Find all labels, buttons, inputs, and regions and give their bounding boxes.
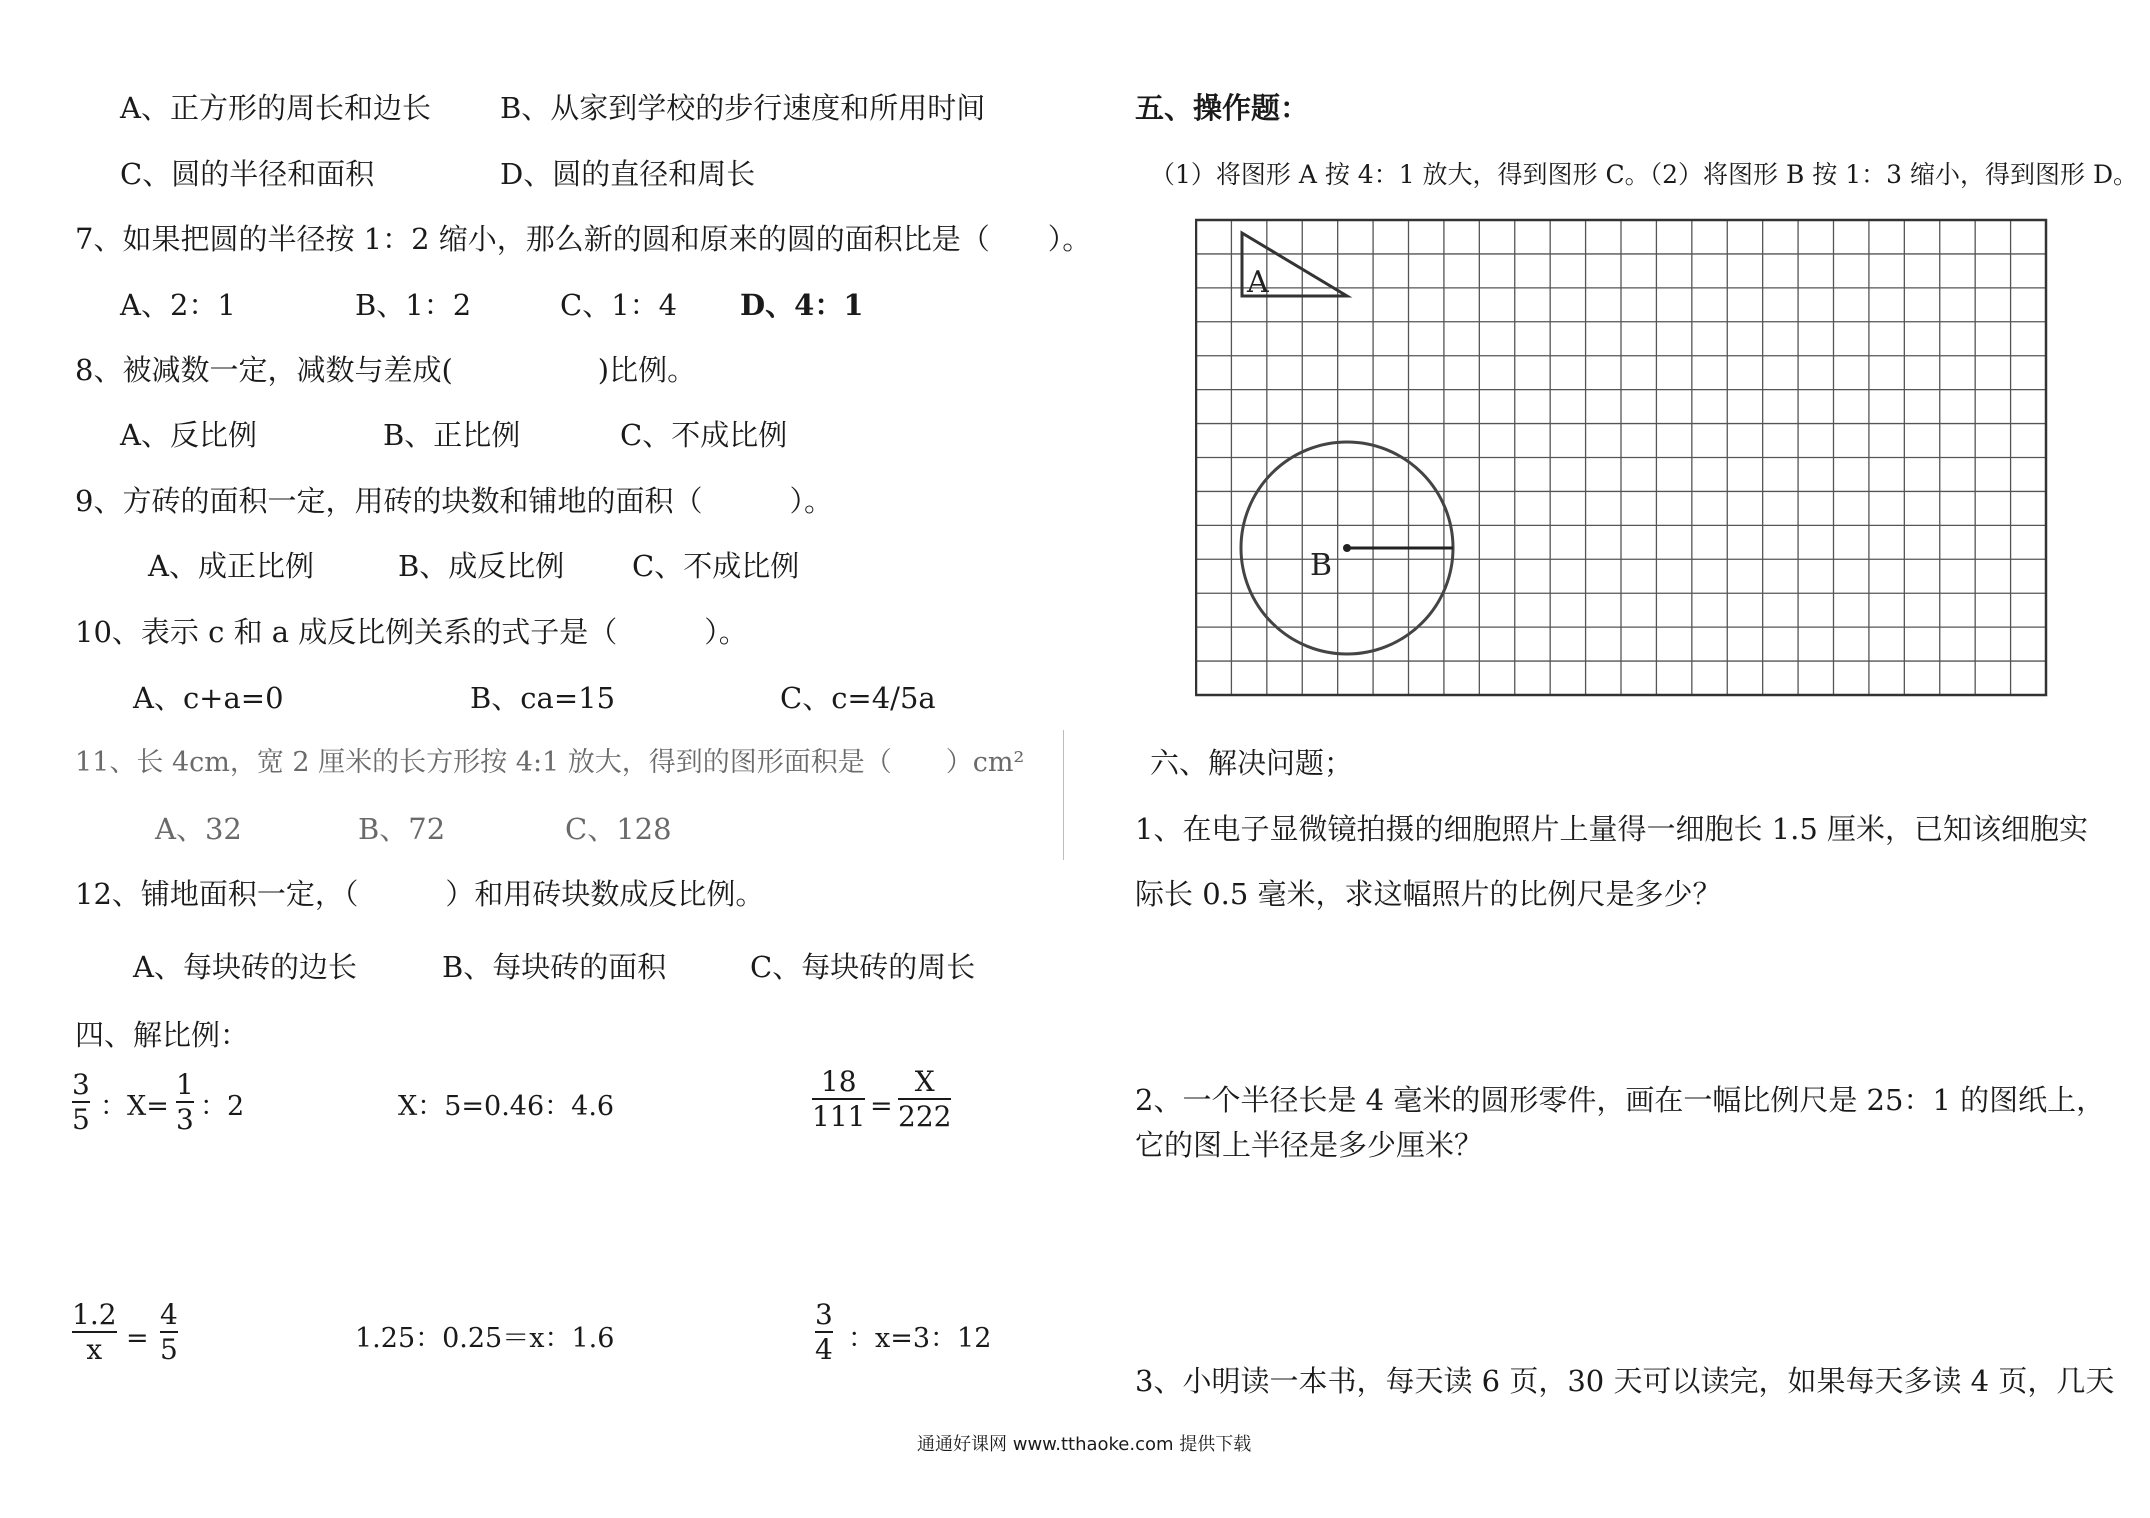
q9-option-b: B、成反比例 (398, 549, 565, 583)
eq4-fraction1-numerator: 1.2 (72, 1298, 117, 1331)
triangle-a-label: A (1247, 265, 1269, 300)
eq1-middle: ：X= (100, 1091, 169, 1122)
q11-option-b: B、72 (358, 812, 446, 846)
q6-option-c: C、圆的半径和面积 (120, 157, 375, 191)
eq6-tail: ：x=3：12 (848, 1323, 992, 1354)
eq3-fraction1-numerator: 18 (820, 1065, 857, 1098)
eq4-fraction2-denominator: 5 (160, 1333, 178, 1366)
eq2: X：5=0.46：4.6 (398, 1091, 615, 1122)
q12-option-b: B、每块砖的面积 (442, 950, 667, 984)
q7-text: 7、如果把圆的半径按 1：2 缩小，那么新的圆和原来的圆的面积比是（ ）。 (75, 222, 1092, 256)
q9-text: 9、方砖的面积一定，用砖的块数和铺地的面积（ ）。 (75, 484, 833, 518)
eq1-fraction1-numerator: 3 (72, 1068, 90, 1101)
eq3-fraction2-numerator: X (914, 1065, 935, 1098)
q7-option-d: D、4：1 (740, 288, 864, 322)
q12-option-c: C、每块砖的周长 (750, 950, 976, 984)
eq3-fraction2 (898, 1067, 951, 1132)
q10-option-c: C、c=4/5a (780, 681, 936, 715)
eq4-fraction1 (72, 1300, 117, 1365)
q9-option-a: A、成正比例 (148, 549, 314, 583)
eq1-fraction2-denominator: 3 (176, 1103, 194, 1136)
eq5: 1.25：0.25＝x：1.6 (355, 1323, 615, 1354)
eq4-fraction2 (160, 1300, 178, 1365)
eq3-equals: = (870, 1091, 893, 1122)
q6-option-a: A、正方形的周长和边长 (120, 91, 431, 125)
eq3-fraction2-denominator: 222 (898, 1100, 952, 1133)
section5-title: 五、操作题： (1135, 91, 1310, 125)
q9-option-c: C、不成比例 (632, 549, 800, 583)
eq6-fraction1-numerator: 3 (815, 1298, 833, 1331)
problem2-line1: 2、一个半径长是 4 毫米的圆形零件，画在一幅比例尺是 25：1 的图纸上， (1135, 1083, 2106, 1117)
q8-option-a: A、反比例 (120, 418, 257, 452)
eq6-fraction1-denominator: 4 (815, 1333, 833, 1366)
eq1-tail: ：2 (200, 1091, 245, 1122)
q6-option-b: B、从家到学校的步行速度和所用时间 (500, 91, 986, 125)
q11-option-c: C、128 (565, 812, 672, 846)
q10-option-a: A、c+a=0 (133, 681, 284, 715)
q11-text: 11、长 4cm，宽 2 厘米的长方形按 4:1 放大，得到的图形面积是（ ）cm² (75, 747, 1025, 778)
q7-option-a: A、2：1 (120, 288, 236, 322)
eq4-fraction1-denominator: x (86, 1333, 103, 1366)
eq1-fraction2 (176, 1070, 194, 1135)
section4-title: 四、解比例： (75, 1018, 250, 1052)
grid-lines (1196, 220, 2046, 695)
q8-option-c: C、不成比例 (620, 418, 788, 452)
circle-b-label: B (1310, 548, 1333, 583)
q7-option-c: C、1：4 (560, 288, 678, 322)
eq1-fraction2-numerator: 1 (176, 1068, 194, 1101)
eq3-fraction1-denominator: 111 (812, 1100, 866, 1133)
eq1-fraction1-denominator: 5 (72, 1103, 90, 1136)
circle-b-center (1343, 544, 1351, 552)
eq4-equals: = (126, 1323, 149, 1354)
column-divider (1063, 730, 1064, 860)
q10-option-b: B、ca=15 (470, 681, 616, 715)
problem2-line2: 它的图上半径是多少厘米？ (1135, 1128, 1484, 1162)
q11-option-a: A、32 (155, 812, 242, 846)
section5-instruction: （1）将图形 A 按 4：1 放大，得到图形 C。（2）将图形 B 按 1：3 缩小，得到图形 D。 (1150, 160, 2139, 189)
section6-title: 六、解决问题； (1150, 746, 1354, 780)
q12-text: 12、铺地面积一定，（ ）和用砖块数成反比例。 (75, 877, 765, 911)
problem3-line1: 3、小明读一本书，每天读 6 页，30 天可以读完，如果每天多读 4 页，几天 (1135, 1364, 2115, 1398)
q6-option-d: D、圆的直径和周长 (500, 157, 756, 191)
footer-source: 通通好课网 www.tthaoke.com 提供下载 (917, 1434, 1252, 1455)
graph-grid-figure (1195, 218, 2055, 708)
eq3-fraction1 (812, 1067, 865, 1132)
eq4-fraction2-numerator: 4 (160, 1298, 178, 1331)
q12-option-a: A、每块砖的边长 (133, 950, 357, 984)
q8-option-b: B、正比例 (383, 418, 521, 452)
q7-option-b: B、1：2 (355, 288, 472, 322)
q8-text: 8、被减数一定，减数与差成( )比例。 (75, 353, 697, 387)
eq1-fraction1 (72, 1070, 90, 1135)
eq6-fraction1 (815, 1300, 833, 1365)
problem1-line2: 际长 0.5 毫米，求这幅照片的比例尺是多少？ (1135, 877, 1722, 911)
problem1-line1: 1、在电子显微镜拍摄的细胞照片上量得一细胞长 1.5 厘米，已知该细胞实 (1135, 812, 2089, 846)
q10-text: 10、表示 c 和 a 成反比例关系的式子是（ ）。 (75, 615, 748, 649)
